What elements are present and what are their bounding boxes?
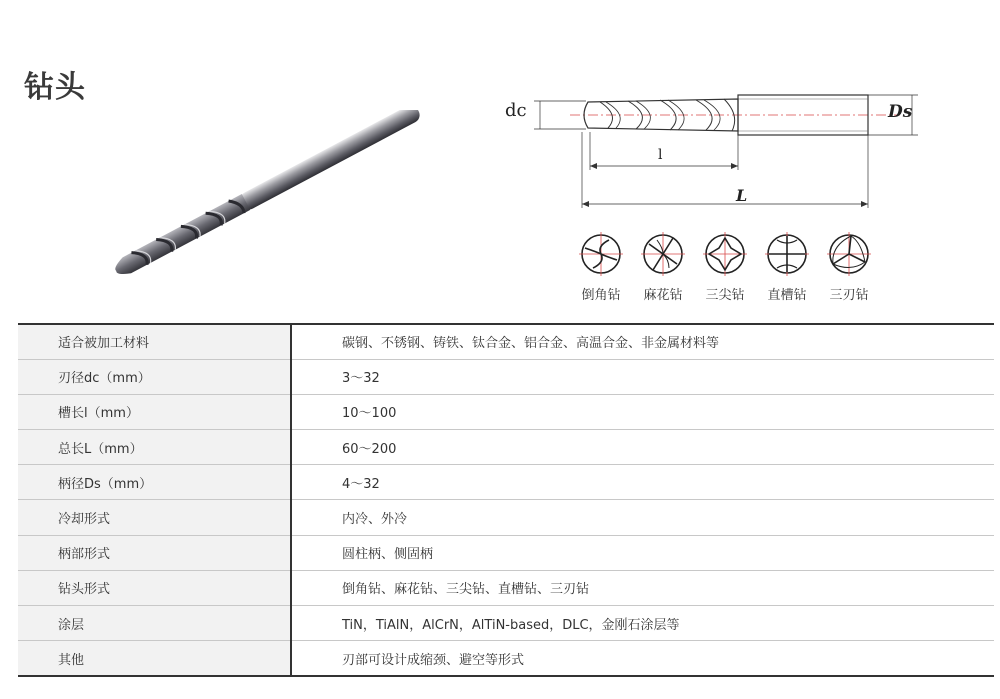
spec-value: 3～32 xyxy=(291,359,994,394)
spec-key: 刃径dc（mm） xyxy=(18,359,291,394)
spec-value: 倒角钻、麻花钻、三尖钻、直槽钻、三刃钻 xyxy=(291,570,994,605)
drill-type-label: 三尖钻 xyxy=(705,288,745,303)
page-title: 钻头 xyxy=(24,70,86,105)
spec-key: 柄部形式 xyxy=(18,535,291,570)
spec-value: TiN，TiAlN，AlCrN，AlTiN-based，DLC，金刚石涂层等 xyxy=(291,606,994,641)
table-row xyxy=(18,500,994,535)
spec-key: 总长L（mm） xyxy=(18,430,291,465)
drill-type-label: 麻花钻 xyxy=(643,288,683,303)
spec-value: 60～200 xyxy=(291,430,994,465)
overall-length-label: L xyxy=(736,186,748,205)
three-point-drill-tip-icon xyxy=(703,232,747,276)
ds-label: Ds xyxy=(888,102,913,122)
table-row xyxy=(18,359,994,394)
spec-value: 4～32 xyxy=(291,465,994,500)
drill-product-photo xyxy=(110,110,460,285)
table-row xyxy=(18,535,994,570)
spec-key: 其他 xyxy=(18,641,291,676)
table-row xyxy=(18,570,994,605)
table-row xyxy=(18,641,994,676)
spec-value: 圆柱柄、侧固柄 xyxy=(291,535,994,570)
flute-length-label: l xyxy=(658,147,663,163)
three-flute-drill-tip-icon xyxy=(827,232,871,276)
drill-type-label: 三刃钻 xyxy=(829,288,869,303)
drill-type-three-point xyxy=(694,232,756,312)
table-row xyxy=(18,430,994,465)
drill-type-label: 直槽钻 xyxy=(767,288,807,303)
table-row xyxy=(18,606,994,641)
spec-table xyxy=(18,323,994,677)
chamfer-drill-tip-icon xyxy=(579,232,623,276)
spec-key: 冷却形式 xyxy=(18,500,291,535)
twist-drill-tip-icon xyxy=(641,232,685,276)
spec-key: 柄径Ds（mm） xyxy=(18,465,291,500)
drill-type-list xyxy=(570,232,890,312)
spec-key: 涂层 xyxy=(18,606,291,641)
drill-dimension-diagram xyxy=(500,88,920,218)
table-row xyxy=(18,465,994,500)
table-row xyxy=(18,324,994,359)
drill-type-three-flute xyxy=(818,232,880,312)
spec-value: 刃部可设计成缩颈、避空等形式 xyxy=(291,641,994,676)
spec-key: 钻头形式 xyxy=(18,570,291,605)
drill-type-twist xyxy=(632,232,694,312)
straight-flute-drill-tip-icon xyxy=(765,232,809,276)
spec-value: 内冷、外冷 xyxy=(291,500,994,535)
spec-value: 碳钢、不锈钢、铸铁、钛合金、铝合金、高温合金、非金属材料等 xyxy=(291,324,994,359)
spec-value: 10～100 xyxy=(291,394,994,429)
drill-type-label: 倒角钻 xyxy=(581,288,621,303)
dc-label: dc xyxy=(505,100,527,121)
table-row xyxy=(18,394,994,429)
drill-type-straight-flute xyxy=(756,232,818,312)
drill-type-chamfer xyxy=(570,232,632,312)
spec-key: 适合被加工材料 xyxy=(18,324,291,359)
spec-key: 槽长l（mm） xyxy=(18,394,291,429)
